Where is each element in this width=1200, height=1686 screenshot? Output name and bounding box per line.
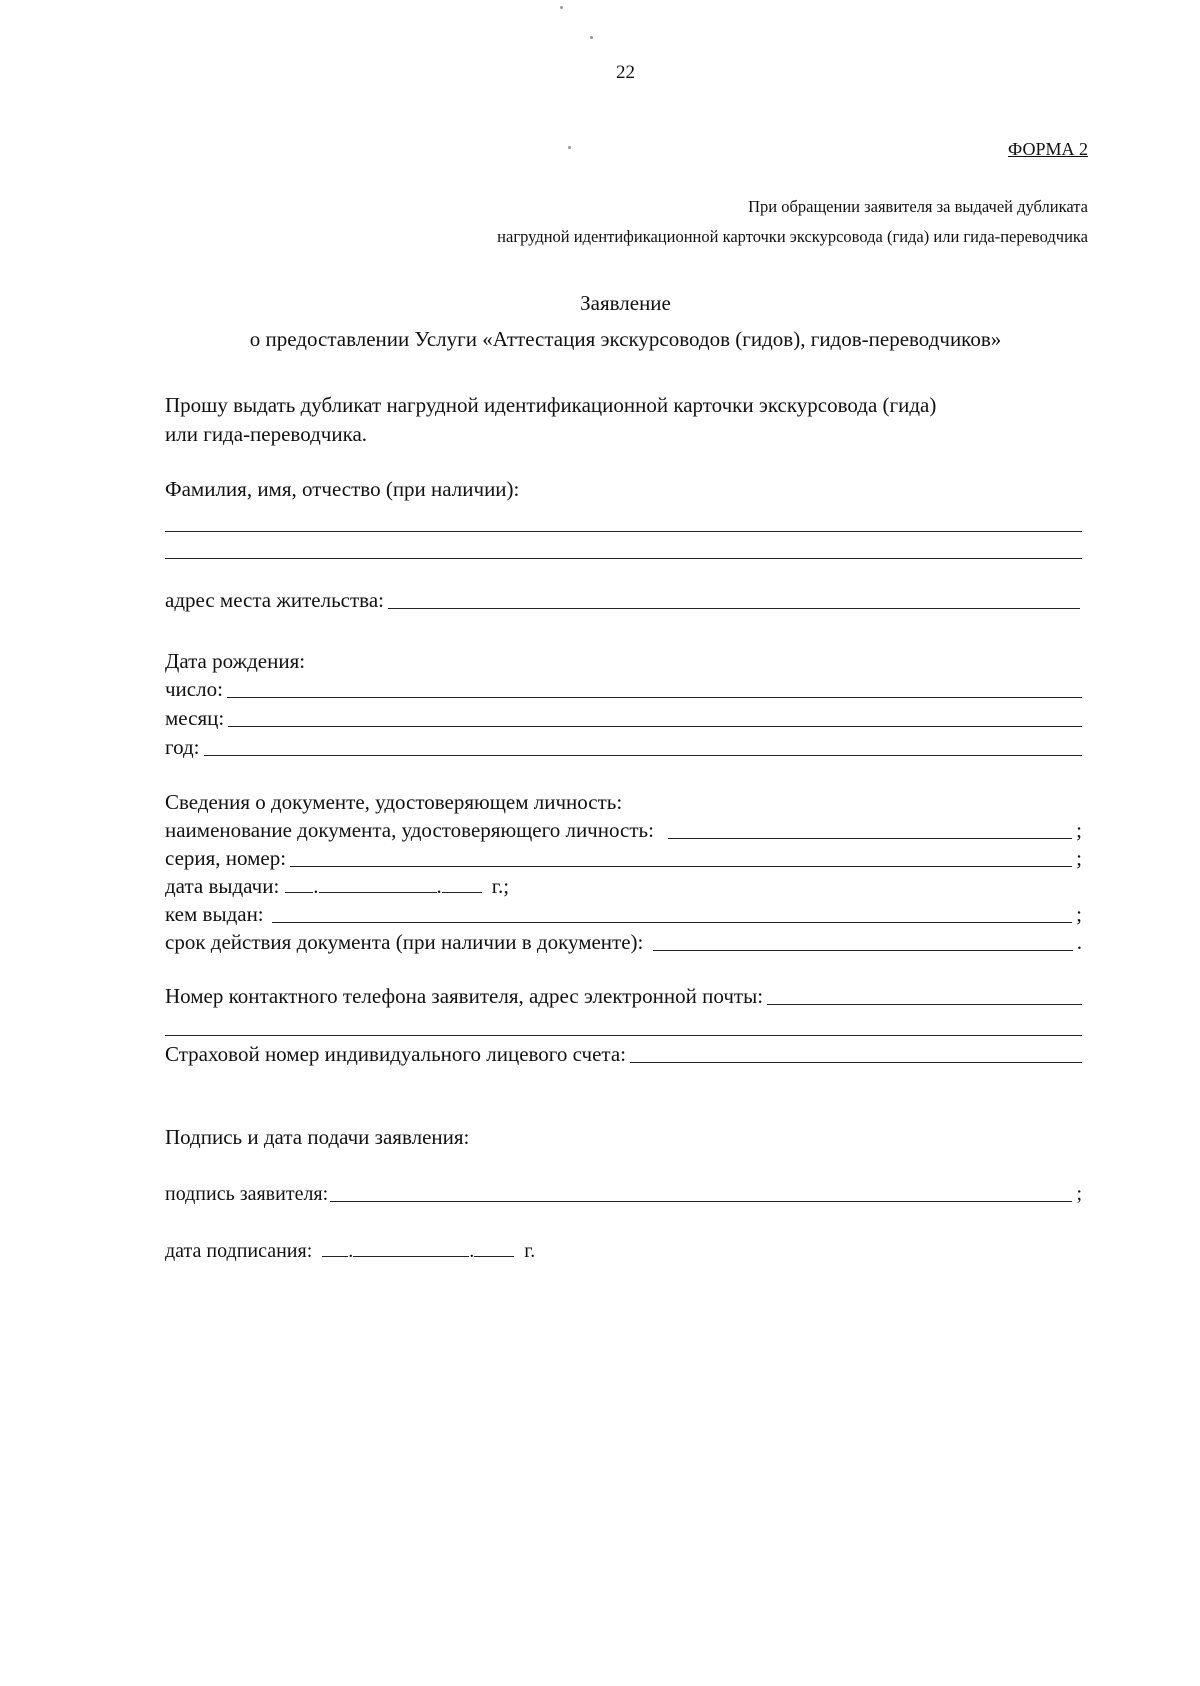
sign-date-dot-1: .: [348, 1240, 354, 1262]
document-title: Заявление: [580, 291, 671, 315]
doc-name-field: [165, 818, 1082, 843]
address-label: адрес места жительства:: [165, 588, 384, 612]
contact-input-line[interactable]: [767, 1004, 1082, 1005]
issue-date-label: дата выдачи:: [165, 874, 280, 898]
signature-heading: Подпись и дата подачи заявления:: [165, 1125, 470, 1149]
contact-input-line-2[interactable]: [165, 1035, 1082, 1036]
birth-month-field: [165, 706, 1082, 731]
note-line-1: При обращении заявителя за выдачей дубликата: [748, 197, 1088, 216]
sign-day-input-line[interactable]: [322, 1256, 348, 1257]
signature-field: [165, 1183, 1082, 1206]
fio-input-line-2[interactable]: [165, 558, 1082, 559]
snils-input-line[interactable]: [630, 1062, 1082, 1063]
scan-mark: [590, 36, 593, 39]
issued-by-label: кем выдан:: [165, 902, 264, 926]
issue-date-field: [165, 874, 509, 899]
snils-field: [165, 1042, 1082, 1067]
note-line-2: нагрудной идентификационной карточки экскурсовода (гида) или гида-переводчика: [497, 227, 1088, 246]
issued-by-field: [165, 902, 1082, 927]
birth-year-input-line[interactable]: [204, 755, 1082, 756]
address-field: [165, 588, 1080, 613]
birth-date-heading: Дата рождения:: [165, 649, 306, 673]
snils-label: Страховой номер индивидуального лицевого счета:: [165, 1042, 627, 1066]
sign-year-suffix: г.: [524, 1240, 536, 1262]
doc-name-label: наименование документа, удостоверяющего личность:: [165, 818, 654, 842]
request-line-1: Прошу выдать дубликат нагрудной идентификационной карточки экскурсовода (гида): [165, 393, 937, 417]
birth-day-label: число:: [165, 677, 223, 701]
doc-name-input-line[interactable]: [668, 838, 1072, 839]
issue-date-dot-1: .: [313, 874, 319, 898]
issued-by-semicolon: ;: [1076, 902, 1082, 926]
sign-date-label: дата подписания:: [165, 1240, 313, 1262]
form-label: ФОРМА 2: [1008, 139, 1088, 159]
issue-year-input-line[interactable]: [442, 892, 482, 893]
sign-date-dot-2: .: [469, 1240, 475, 1262]
fio-label: Фамилия, имя, отчество (при наличии):: [165, 477, 520, 501]
birth-month-input-line[interactable]: [228, 726, 1082, 727]
birth-year-field: [165, 735, 1082, 760]
sign-date-field: [165, 1240, 535, 1263]
validity-label: срок действия документа (при наличии в документе):: [165, 930, 644, 954]
fio-input-line-1[interactable]: [165, 531, 1082, 532]
issue-day-input-line[interactable]: [285, 892, 313, 893]
issued-by-input-line[interactable]: [272, 922, 1073, 923]
issue-year-suffix: г.;: [491, 874, 510, 898]
request-line-2: или гида-переводчика.: [165, 422, 368, 446]
validity-input-line[interactable]: [653, 950, 1072, 951]
doc-name-semicolon: ;: [1076, 818, 1082, 842]
series-number-semicolon: ;: [1076, 846, 1082, 870]
scan-mark: [560, 6, 563, 9]
signature-semicolon: ;: [1076, 1183, 1082, 1205]
sign-year-input-line[interactable]: [474, 1256, 514, 1257]
contact-field: [165, 984, 1082, 1009]
signature-label: подпись заявителя:: [165, 1183, 329, 1205]
validity-period: .: [1076, 930, 1082, 954]
page-number: 22: [616, 62, 635, 83]
birth-day-field: [165, 677, 1082, 702]
series-number-input-line[interactable]: [290, 866, 1072, 867]
issue-date-dot-2: .: [436, 874, 442, 898]
signature-input-line[interactable]: [330, 1201, 1072, 1202]
birth-day-input-line[interactable]: [227, 697, 1082, 698]
id-document-heading: Сведения о документе, удостоверяющем личность:: [165, 790, 623, 814]
address-input-line[interactable]: [388, 608, 1080, 609]
birth-month-label: месяц:: [165, 706, 225, 730]
sign-month-input-line[interactable]: [353, 1256, 469, 1257]
series-number-label: серия, номер:: [165, 846, 287, 870]
birth-year-label: год:: [165, 735, 200, 759]
scan-mark: [568, 146, 571, 149]
contact-label: Номер контактного телефона заявителя, адрес электронной почты:: [165, 984, 764, 1008]
document-subtitle: о предоставлении Услуги «Аттестация экскурсоводов (гидов), гидов-переводчиков»: [249, 327, 1002, 351]
validity-field: [165, 930, 1082, 955]
issue-month-input-line[interactable]: [319, 892, 437, 893]
series-number-field: [165, 846, 1082, 871]
